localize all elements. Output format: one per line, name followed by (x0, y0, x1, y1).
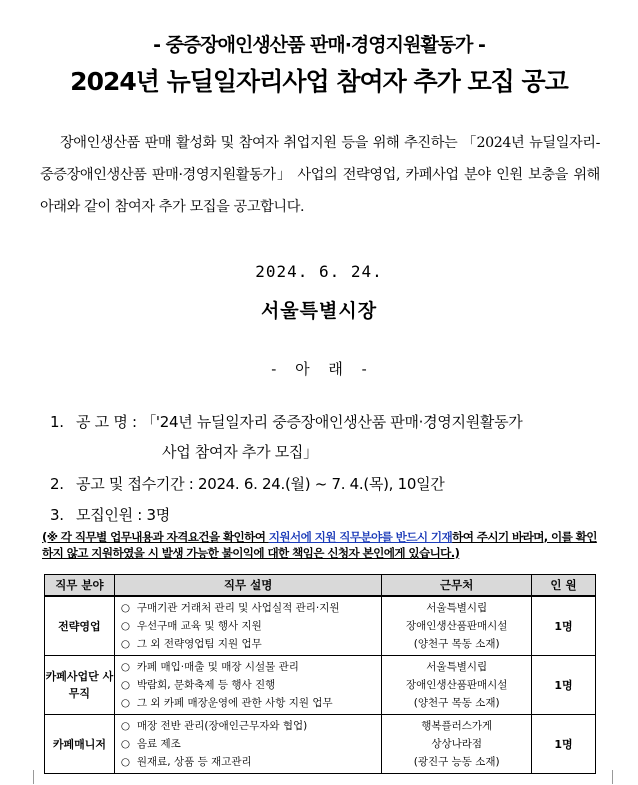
bullet-icon: ○ (120, 661, 131, 673)
bullet-icon: ○ (120, 738, 131, 750)
row-workplace: 서울특별시립 장애인생산품판매시설 (양천구 목동 소재) (382, 656, 532, 715)
row-workplace: 서울특별시립 장애인생산품판매시설 (양천구 목동 소재) (382, 596, 532, 656)
notice-part3: 하여 주시기 바라며, 이를 확인하지 않고 지원하였을 시 발생 가능한 불이익에 대한 책임은 신청자 본인에게 있습니다.) (42, 530, 597, 560)
table-row (45, 596, 596, 656)
header-field: 직무 분야 (45, 575, 115, 597)
row-count: 1명 (532, 596, 596, 656)
notice-highlight: 지원서에 지원 직무분야를 반드시 기재 (268, 530, 453, 544)
bullet-icon: ○ (120, 720, 131, 732)
list-item-headcount (50, 504, 170, 525)
list-item-number: 3. (50, 506, 64, 524)
bullet-icon: ○ (120, 679, 131, 691)
list-item-announcement-name (50, 411, 522, 432)
row-workplace: 행복플러스가게 상상나라점 (광진구 능동 소재) (382, 715, 532, 774)
table-header-row (45, 575, 596, 597)
bullet-icon: ○ (120, 756, 131, 768)
list-item-text: 공 고 명 : 「'24년 뉴딜일자리 중증장애인생산품 판매·경영지원활동가 (76, 413, 523, 431)
table-row (45, 715, 596, 774)
row-category: 카페매니저 (45, 715, 115, 774)
notice-part1: (※ 각 직무별 업무내용과 자격요건을 확인하여 (42, 530, 269, 544)
list-item-number: 2. (50, 475, 64, 493)
row-category: 카페사업단 사무직 (45, 656, 115, 715)
intro-text: 장애인생산품 판매 활성화 및 참여자 취업지원 등을 위해 추진하는 「2024년 뉴딜일자리-중증장애인생산품 판매·경영지원활동가」 사업의 전략영업, 카페사업 분야 인원 보충을 위해 아래와 같이 참여자 추가 모집을 공고합니다. (40, 135, 600, 215)
issuer-signature: 서울특별시장 (260, 300, 378, 322)
notice-text (42, 529, 602, 561)
document-subtitle: - 중증장애인생산품 판매·경영지원활동가 - (153, 34, 485, 56)
page-corner-mark-right (604, 770, 613, 784)
jobs-table (44, 574, 596, 774)
header-count: 인 원 (532, 575, 596, 597)
bullet-icon: ○ (120, 638, 131, 650)
bullet-icon: ○ (120, 620, 131, 632)
bullet-icon: ○ (120, 602, 131, 614)
announcement-date: 2024. 6. 24. (255, 262, 383, 281)
document-title: 2024년 뉴딜일자리사업 참여자 추가 모집 공고 (70, 67, 568, 96)
list-item-text: 모집인원 : 3명 (76, 506, 170, 524)
list-item-continuation: 사업 참여자 추가 모집」 (162, 443, 318, 461)
row-category: 전략영업 (45, 596, 115, 656)
row-duties: ○ 매장 전반 관리(장애인근무자와 협업) ○ 음료 제조 ○ 원재료, 상품 등 재고관리 (114, 715, 381, 774)
row-duties: ○ 카페 매입·매출 및 매장 시설물 관리 ○ 박람회, 문화축제 등 행사 진행 ○ 그 외 카페 매장운영에 관한 사항 지원 업무 (114, 656, 381, 715)
row-count: 1명 (532, 656, 596, 715)
table-row (45, 656, 596, 715)
intro-paragraph (40, 127, 600, 223)
list-item-text: 공고 및 접수기간 : 2024. 6. 24.(월) ~ 7. 4.(목), 10일간 (76, 475, 445, 493)
row-count: 1명 (532, 715, 596, 774)
list-item-number: 1. (50, 413, 64, 431)
row-duties: ○ 구매기관 거래처 관리 및 사업실적 관리·지원 ○ 우선구매 교육 및 행사 지원 ○ 그 외 전략영업팀 지원 업무 (114, 596, 381, 656)
header-description: 직무 설명 (114, 575, 381, 597)
header-workplace: 근무처 (382, 575, 532, 597)
page-corner-mark-left (33, 770, 42, 784)
list-item-period (50, 473, 445, 494)
bullet-icon: ○ (120, 697, 131, 709)
below-heading: - 아 래 - (271, 360, 367, 378)
